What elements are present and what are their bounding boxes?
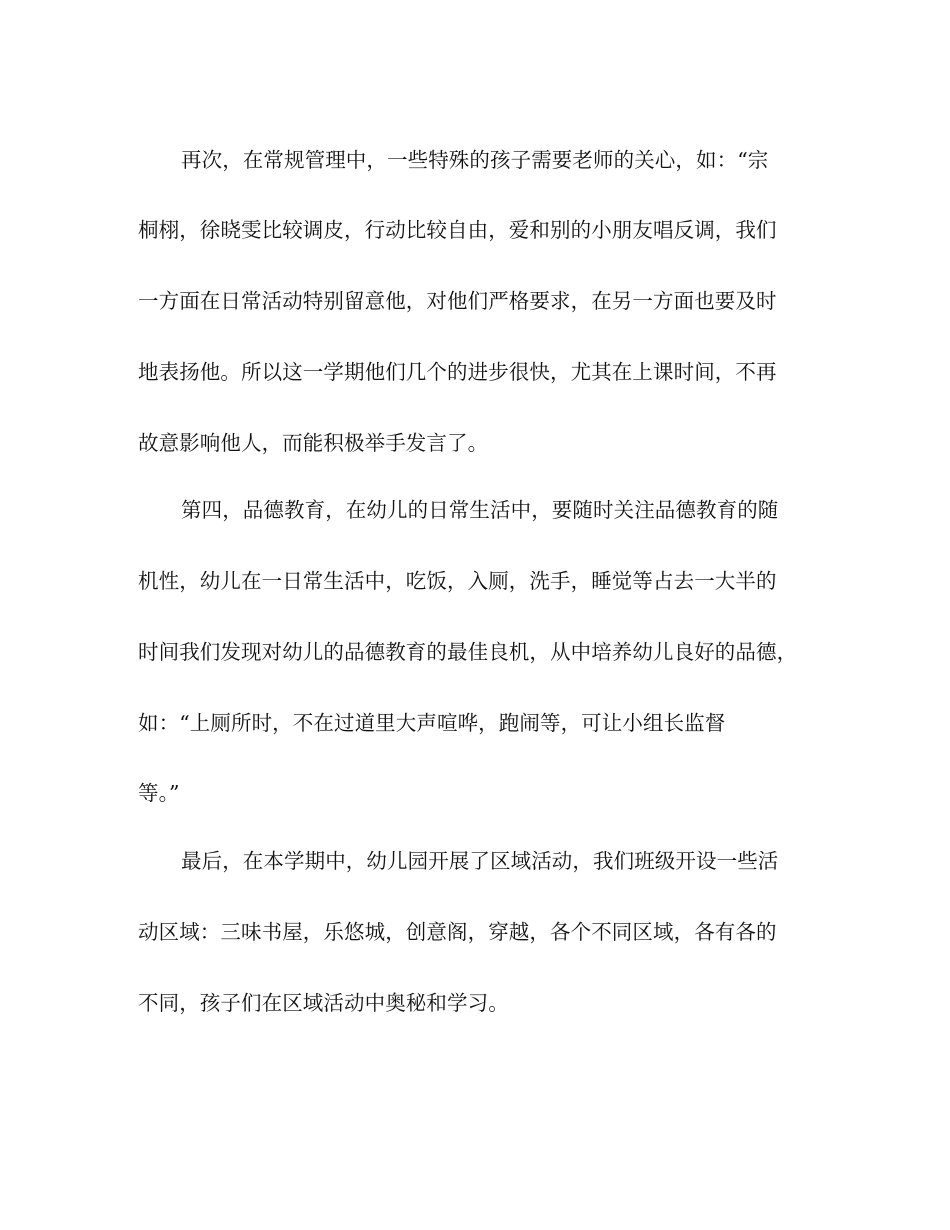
paragraph-4-line-4: 如：“上厕所时，不在过道里大声喧哗，跑闹等，可让小组长监督: [138, 711, 726, 735]
paragraph-3-line-4: 地表扬他。所以这一学期他们几个的进步很快，尤其在上课时间，不再: [138, 360, 777, 384]
paragraph-5-line-1: 最后，在本学期中，幼儿园开展了区域活动，我们班级开设一些活: [181, 849, 779, 873]
paragraph-3-line-5: 故意影响他人，而能积极举手发言了。: [138, 431, 489, 455]
paragraph-5-line-2: 动区域：三味书屋，乐悠城，创意阁，穿越，各个不同区域，各有各的: [138, 920, 777, 944]
paragraph-3-line-3: 一方面在日常活动特别留意他，对他们严格要求，在另一方面也要及时: [138, 289, 777, 313]
paragraph-5-line-3: 不同，孩子们在区域活动中奥秘和学习。: [138, 991, 509, 1015]
paragraph-3-line-2: 桐栩，徐晓雯比较调皮，行动比较自由，爱和别的小朋友唱反调，我们: [138, 218, 777, 242]
paragraph-4-line-3: 时间我们发现对幼儿的品德教育的最佳良机，从中培养幼儿良好的品德，: [138, 640, 798, 664]
paragraph-4-line-2: 机性，幼儿在一日常生活中，吃饭，入厕，洗手，睡觉等占去一大半的: [138, 569, 777, 593]
paragraph-3-line-1: 再次，在常规管理中，一些特殊的孩子需要老师的关心，如：“宗: [181, 148, 769, 172]
paragraph-4-line-1: 第四，品德教育，在幼儿的日常生活中，要随时关注品德教育的随: [181, 498, 779, 522]
paragraph-4-line-5: 等。”: [138, 781, 180, 805]
